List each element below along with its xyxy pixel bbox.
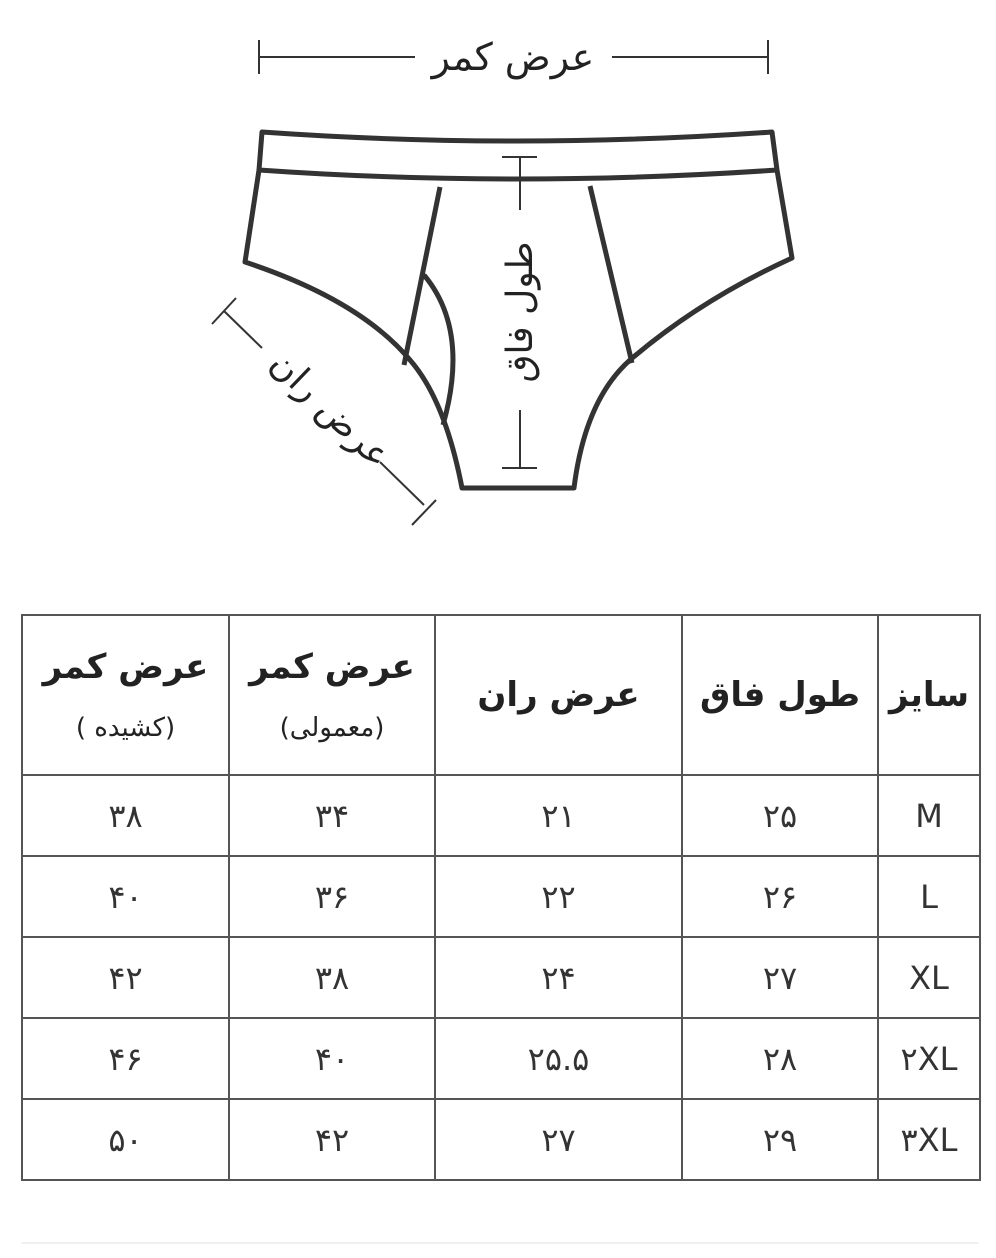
cell-waist-normal: ۴۰ [229,1018,435,1099]
header-waist-normal-label: عرض کمر [249,647,415,687]
cell-crotch: ۲۶ [682,856,878,937]
cell-size: ۲XL [878,1018,980,1099]
header-thigh: عرض ران [435,615,682,775]
cell-waist-normal: ۳۴ [229,775,435,856]
table-row [22,1099,980,1180]
cell-size: ۳XL [878,1099,980,1180]
thigh-label: عرض ران [261,342,399,477]
cell-waist-stretched: ۴۰ [22,856,229,937]
cell-crotch: ۲۹ [682,1099,878,1180]
cell-waist-normal: ۳۶ [229,856,435,937]
footer-divider [21,1242,979,1244]
crotch-label: طول فاق [500,241,541,383]
briefs-measurement-diagram [0,0,996,560]
cell-waist-normal: ۳۸ [229,937,435,1018]
cell-waist-stretched: ۴۶ [22,1018,229,1099]
table-row [22,856,980,937]
table-row [22,937,980,1018]
cell-thigh: ۲۵.۵ [435,1018,682,1099]
cell-crotch: ۲۵ [682,775,878,856]
cell-thigh: ۲۲ [435,856,682,937]
table-row [22,775,980,856]
header-size: سایز [878,615,980,775]
cell-thigh: ۲۱ [435,775,682,856]
header-waist-normal [229,615,435,775]
header-waist-stretched [22,615,229,775]
table-row [22,1018,980,1099]
cell-crotch: ۲۷ [682,937,878,1018]
header-waist-stretched-sub: ( کشیده) [75,713,176,743]
cell-waist-normal: ۴۲ [229,1099,435,1180]
header-crotch: طول فاق [682,615,878,775]
waist-label: عرض کمر [431,35,595,79]
cell-size: XL [878,937,980,1018]
table-header-row [22,615,980,775]
cell-size: M [878,775,980,856]
cell-thigh: ۲۴ [435,937,682,1018]
cell-waist-stretched: ۳۸ [22,775,229,856]
cell-size: L [878,856,980,937]
header-waist-normal-sub: (معمولی) [279,713,385,743]
cell-waist-stretched: ۴۲ [22,937,229,1018]
size-table [21,614,981,1181]
cell-waist-stretched: ۵۰ [22,1099,229,1180]
cell-crotch: ۲۸ [682,1018,878,1099]
cell-thigh: ۲۷ [435,1099,682,1180]
header-waist-stretched-label: عرض کمر [42,647,209,687]
